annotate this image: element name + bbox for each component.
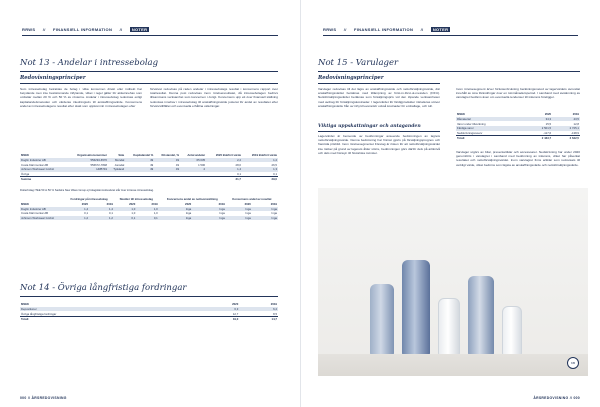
note15-inventory-table [456, 112, 580, 141]
cell: 2 [180, 167, 206, 172]
cell: 1,0 [114, 207, 136, 212]
cell: 2 501,5 [524, 126, 552, 131]
cell: 28,0 [235, 162, 241, 167]
col-header: 2020 [232, 302, 239, 307]
cell: 1,2 [64, 216, 89, 221]
header-separator: // [420, 27, 424, 32]
col-header: 2019 [151, 202, 158, 207]
blue-glass-tall [402, 260, 430, 356]
cell: 0,1 [237, 171, 241, 176]
note14-title: Not 14 - Övriga långfristiga fordringar [20, 283, 187, 293]
note13-receivables-table [20, 197, 278, 220]
header-active-tab: NOTER [131, 27, 148, 32]
cell: Inga [192, 207, 226, 212]
blue-glass-left [370, 284, 394, 356]
cell: 34,3 [524, 117, 552, 122]
cell: Inga [245, 211, 251, 216]
cell: Depositioner [20, 307, 201, 312]
cell: Inga [159, 216, 193, 221]
cell: Inga [219, 211, 225, 216]
footer-label: ÅRSREDOVISNING [533, 396, 569, 400]
cell: Costa Kärnmontar AB [21, 162, 49, 167]
table-surface [318, 354, 588, 376]
header-rule [323, 35, 578, 36]
col-header: 2020 [185, 202, 192, 207]
cell: 19,0 [201, 316, 240, 321]
note15-section2-rule [318, 131, 440, 132]
cell [66, 177, 108, 182]
col-header: MSEK [21, 202, 30, 207]
cell: Jonsdal [114, 162, 125, 167]
group-header: Koncernens andel av nettoomsättning [166, 197, 218, 202]
cell: 0,1 [136, 216, 158, 221]
header-active-tab: NOTER [432, 27, 449, 32]
cell: 6,3 [201, 307, 240, 312]
cell: Inga [252, 216, 278, 221]
cell: Mondal [108, 158, 125, 163]
col-header: MSEK [457, 112, 466, 117]
cell: Costa Kärnmontar AB [21, 211, 49, 216]
cell: Varor under tillverkning [457, 121, 486, 126]
note15-text3: Varulager utgörs av bilar, presentartiklar och accessoarer. Nedskrivning har under 2020 genomförts i varulagret i samband med bedömning av inkurans, vilket har påverkat resultatet och nettoförsäljningsvärdet. Inom varulagret finns artiklar som redovisats till verkligt värde, vilket bedöms som lägsta av anskaffningsvärde och nettoförsäljningsvärde. [456, 150, 580, 167]
cell: -138,9 [571, 130, 579, 135]
cell: 1,3 [242, 167, 278, 172]
col-header: 2020 Bokfört värde [215, 153, 241, 158]
cell: 1,0 [131, 211, 136, 216]
cell: 1,4 [89, 207, 114, 212]
note15-text-right: Inom rörelsesegment ärver förlustenbrukning beräkningsmetod av lagervärdets avrundat innehåll av sina förändringar över en tolvmånadersperiod. I samband med avstämning av varulagret bedöms även om eventuella tendenser till inkurans föreligger. [456, 87, 580, 100]
cell: 12,8 [573, 121, 579, 126]
footer-page-number: 000 [20, 396, 27, 400]
col-header: Organisationsnummer [77, 153, 107, 158]
cell: Råmaterial [456, 117, 524, 122]
cell: Inga [271, 211, 277, 216]
note15-section-title: Redovisningsprinciper [318, 75, 384, 81]
cell: HRB791 [66, 167, 108, 172]
footer-separator: // [27, 396, 31, 400]
cell: 2 725,1 [552, 126, 580, 131]
col-header: 2020 [81, 202, 89, 207]
table-total-row [20, 177, 278, 182]
cell: 556294-6570 [66, 158, 108, 163]
cell: 49 [125, 167, 154, 172]
note13-text-left: Som intressebolag betraktas de bolag i vilka koncernen direkt eller indirekt har betydande men inte bestämmande inflytande, vilket i regel gäller för aktieinnehav som omfattar mellan 20 % och 50 % av rösterna. Andelar i intressebolag redovisas enligt kapitalandelsmetoden och värderas inledningsvis till anskaffningsvärde. Koncernens andel av intressebolagens resultat efter skatt som uppkommit i intressebolagen efter [20, 87, 142, 108]
footer-separator: // [569, 396, 573, 400]
cell [125, 177, 154, 182]
col-header: 2019 [106, 202, 113, 207]
footer-label: ÅRSREDOVISNING [31, 396, 67, 400]
header-section: FINANSIELL INFORMATION [354, 27, 414, 32]
table-row [20, 216, 278, 221]
note13-rule [20, 71, 278, 72]
cell: Övriga långfristiga fordringar [21, 311, 57, 316]
cell: 8,5 [273, 311, 277, 316]
group-header: Koncernens andel av resultat [232, 197, 272, 202]
blue-glass-right [468, 276, 494, 356]
cell: 556672-7848 [90, 162, 107, 167]
cell: 0,1 [109, 211, 113, 216]
cell: 29,0 [242, 177, 278, 182]
col-header: 2019 [572, 112, 579, 117]
cell: 31,7 [206, 177, 242, 182]
col-header: MSEK [21, 153, 30, 158]
cell: 12,7 [232, 311, 239, 316]
cell: 1,2 [89, 216, 114, 221]
note13-text-right: förvärvet redovisas på raden andelar i intressebolags resultat i koncernens rapport över totalresultat. Denna post redovisas inom rörelseresultatet, då intressebolagen bedrivs tillsammans verksamhet som koncernen i övrigt. Koncernens upp ett över finansiell ställning redovisas innehav i intressebolag till anskaffningsvärde justerat för andel av resultatet efter förvärvstillfället och eventuella erhållna utdelningar. [150, 87, 278, 108]
cell: 6,2 [239, 307, 278, 312]
cell: 0,1 [273, 171, 277, 176]
note13-section-title: Redovisningsprinciper [20, 75, 86, 81]
cell: Övriga [21, 171, 30, 176]
note15-text-left: Varulager redovisas till det lägre av anskaffningsvärde och nettoförsäljningsvärde, där anskaffningsvärdet beräknas med tillämpning av först-in-först-ut-metoden (FIFU). Nettoförsäljningsvärdet beräknas som försäljningspris vid den löpande verksamheten med avdrag för försäljningskostnader. I lagervärdet för färdigprodukter inkluderas utöver anskaffningsvärde från av inhyrd leverantör också kostnader för emballage, och tull. [318, 87, 440, 108]
cell: 1,4 [64, 207, 89, 212]
col-header: 2019 Bokfört värde [251, 153, 277, 158]
cell: 1,4 [206, 167, 242, 172]
cell: -117,6 [543, 130, 552, 135]
footer-page-number: 000 [573, 396, 580, 400]
cell: 49 [150, 162, 154, 167]
cell: 2 642,5 [552, 136, 580, 141]
header-rule [22, 35, 278, 36]
cell: 1,2 [242, 158, 278, 163]
note15-title: Not 15 - Varulager [318, 58, 399, 68]
cell: 1,0 [136, 207, 158, 212]
header-brand: RRWS [22, 27, 36, 32]
cell: Inga [159, 207, 193, 212]
right-header [323, 27, 578, 35]
col-header: Antal andelar [187, 153, 206, 158]
clear-glass-small [438, 298, 460, 356]
cell: 49 [175, 162, 180, 167]
cell: Johnson Workwear GmbH [20, 216, 64, 221]
cell: 2,2 [206, 158, 242, 163]
note13-title: Not 13 - Andelar i intressebolag [20, 58, 159, 68]
cell: Inga [192, 216, 226, 221]
col-header: 2020 [244, 202, 251, 207]
col-header: 2019 [270, 302, 277, 307]
note15-section2-title: Viktiga uppskattningar och antaganden [318, 124, 421, 129]
brand-logo-badge: KB [567, 357, 579, 369]
cell: Doglin Industrier AB [20, 207, 64, 212]
note15-rule [318, 71, 580, 72]
header-brand: RRWS [323, 27, 337, 32]
cell: 1 500 [198, 162, 206, 167]
note13-footnote: Dotterbolag ITEE 50 st 50 % Sadstra New Wave Group ej bolagstämmobeslutet står över intresse intressebolag. [20, 189, 154, 192]
cell [154, 177, 180, 182]
note13-ownership-table [20, 153, 278, 182]
cell: Johnson Workwear GmbH [20, 167, 66, 172]
cell: 14,7 [239, 316, 278, 321]
header-separator: // [42, 27, 46, 32]
col-header: Säte [118, 153, 125, 158]
right-footer [533, 396, 580, 400]
group-header: Skulder till intressebolag [119, 197, 153, 202]
cell [108, 177, 125, 182]
table-total-row [20, 316, 278, 321]
note14-rule [20, 296, 278, 297]
cell: Inga [185, 211, 192, 216]
cell: 26,5 [271, 162, 277, 167]
cell: Inga [252, 207, 278, 212]
header-separator: // [343, 27, 347, 32]
cell: 49 [125, 158, 154, 163]
cell: 15,5 [545, 121, 552, 126]
left-header [22, 27, 278, 35]
cell: 2 433,7 [524, 136, 552, 141]
col-header: 2020 [544, 112, 552, 117]
col-header: 2019 [218, 202, 225, 207]
cell: Inga [226, 207, 252, 212]
left-footer [20, 396, 67, 400]
cell: Nedskrivningsreserv [457, 130, 483, 135]
col-header: 2020 [129, 202, 136, 207]
cell: Summa [20, 177, 66, 182]
col-header: 2019 [270, 202, 277, 207]
cell: Tyskland [108, 167, 125, 172]
cell: 1,0 [153, 211, 158, 216]
clear-glass-short [502, 306, 522, 356]
cell: 49 [154, 167, 180, 172]
col-header: Kapitalandel % [133, 153, 154, 158]
cell: 43,5 [552, 117, 580, 122]
header-section: FINANSIELL INFORMATION [53, 27, 113, 32]
col-header: MSEK [21, 302, 30, 307]
cell: Inga [226, 216, 252, 221]
cell: Totalt [456, 136, 524, 141]
note15-text2: Lagervärdet är beroende av bedömningar avseende bedömningen av lagrets nettoförsäljningsvärde. Denna bedömning har främst gjorts på försäljningsprognos och framtida prisbild. Inom rörelsesegmentet Företag är risken för att nettoförsäljningsvärdet inte räcker på grund av lagerets ålder större, bedömningen görs därför dels på artiknivå och dels med hänsyn till historiska mönster. [318, 134, 440, 155]
glassware-photo [318, 188, 588, 376]
table-total-row [456, 136, 580, 141]
col-header: Röstandel, % [161, 153, 180, 158]
note14-table [20, 302, 278, 322]
cell: 0,1 [114, 216, 136, 221]
group-header: Fordringar på intressebolag [70, 197, 108, 202]
cell: Färdiga varor [456, 126, 524, 131]
cell: 65 035 [180, 158, 206, 163]
cell: Totalt [20, 316, 201, 321]
cell: Doglin Industrier AB [20, 158, 66, 163]
cell: 0,1 [84, 211, 89, 216]
note15-section-rule [318, 83, 440, 84]
note13-section-rule [20, 83, 278, 84]
cell [180, 177, 206, 182]
cell: 49 [154, 158, 180, 163]
header-separator: // [119, 27, 123, 32]
